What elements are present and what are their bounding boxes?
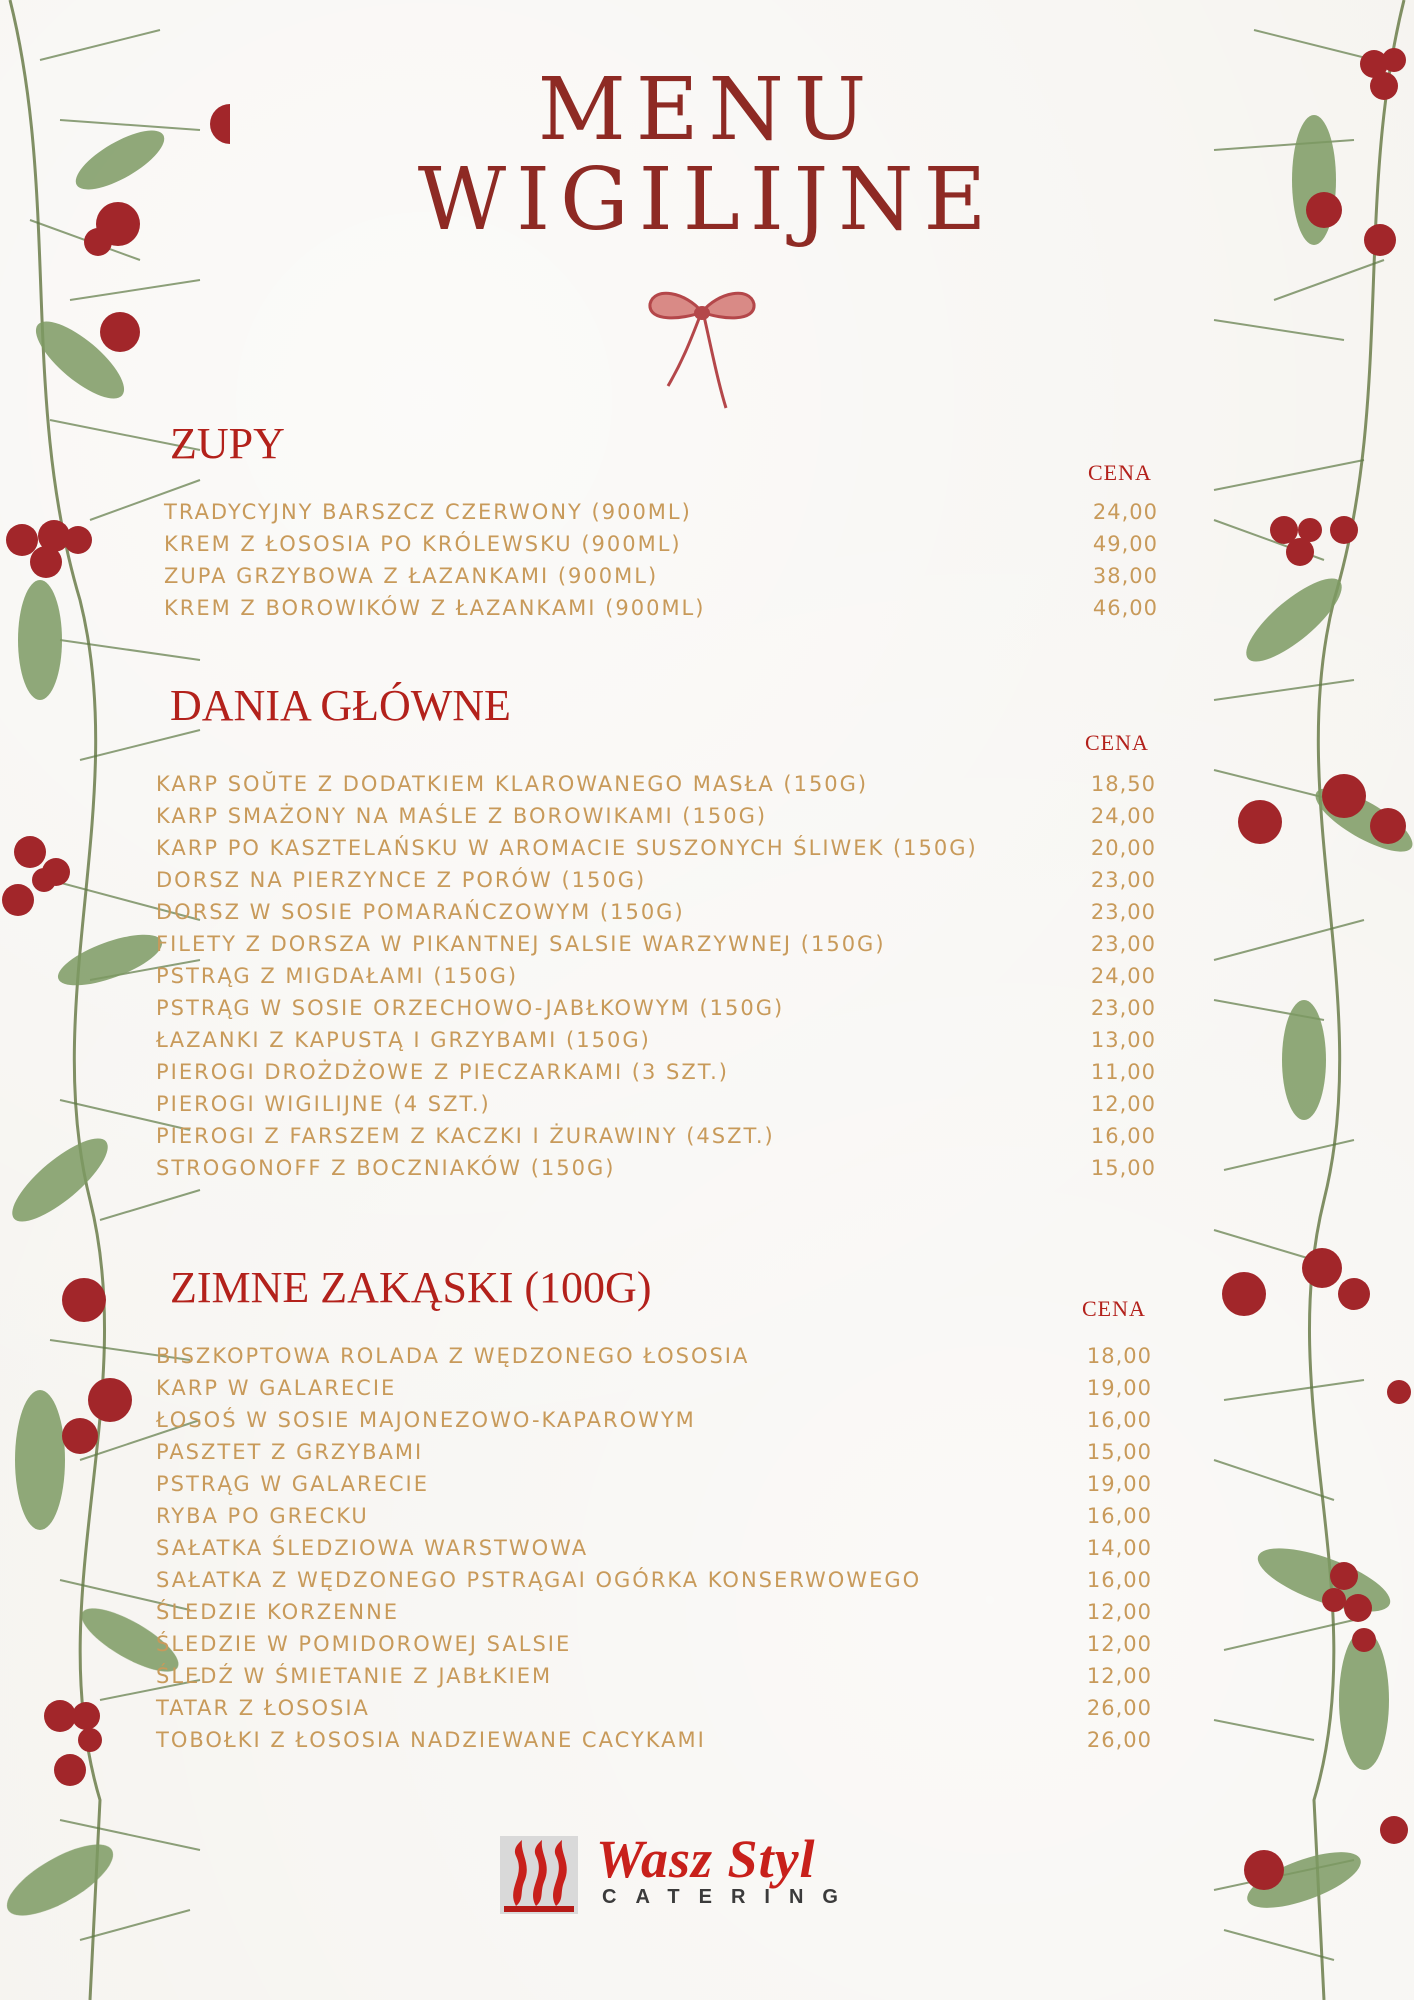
item-price: 19,00 bbox=[1086, 1472, 1152, 1496]
item-name: TATAR Z ŁOSOSIA bbox=[156, 1696, 370, 1720]
item-name: PSTRĄG W SOSIE ORZECHOWO-JABŁKOWYM (150G) bbox=[156, 996, 785, 1020]
menu-item bbox=[156, 1056, 1156, 1088]
item-price: 20,00 bbox=[1090, 836, 1156, 860]
item-price: 13,00 bbox=[1090, 1028, 1156, 1052]
item-price: 16,00 bbox=[1090, 1124, 1156, 1148]
item-name: SAŁATKA Z WĘDZONEGO PSTRĄGAI OGÓRKA KONSERWOWEGO bbox=[156, 1568, 922, 1592]
item-name: TOBOŁKI Z ŁOSOSIA NADZIEWANE CACYKAMI bbox=[156, 1728, 706, 1752]
item-name: TRADYCYJNY BARSZCZ CZERWONY (900ML) bbox=[164, 500, 692, 524]
item-name: PSTRĄG Z MIGDAŁAMI (150G) bbox=[156, 964, 519, 988]
menu-item bbox=[156, 1724, 1152, 1756]
menu-item bbox=[156, 992, 1156, 1024]
item-name: DORSZ W SOSIE POMARAŃCZOWYM (150G) bbox=[156, 900, 685, 924]
item-price: 12,00 bbox=[1086, 1664, 1152, 1688]
company-logo bbox=[500, 1829, 920, 1916]
item-name: KARP W GALARECIE bbox=[156, 1376, 397, 1400]
item-name: ŚLEDZIE KORZENNE bbox=[156, 1600, 400, 1624]
item-name: PSTRĄG W GALARECIE bbox=[156, 1472, 429, 1496]
item-price: 24,00 bbox=[1092, 500, 1158, 524]
menu-item bbox=[156, 768, 1156, 800]
menu-item bbox=[156, 1564, 1152, 1596]
item-name: ŁOSOŚ W SOSIE MAJONEZOWO-KAPAROWYM bbox=[156, 1408, 696, 1432]
brand-subtitle: CATERING bbox=[602, 1886, 857, 1908]
item-name: FILETY Z DORSZA W PIKANTNEJ SALSIE WARZYWNEJ (150G) bbox=[156, 932, 886, 956]
menu-item bbox=[164, 496, 1158, 528]
section-title-dania-glowne: DANIA GŁÓWNE bbox=[170, 681, 511, 730]
menu-item bbox=[156, 928, 1156, 960]
item-price: 12,00 bbox=[1086, 1600, 1152, 1624]
menu-item bbox=[156, 960, 1156, 992]
item-price: 16,00 bbox=[1086, 1568, 1152, 1592]
menu-item bbox=[156, 1404, 1152, 1436]
item-name: DORSZ NA PIERZYNCE Z PORÓW (150G) bbox=[156, 868, 647, 892]
menu-item bbox=[156, 864, 1156, 896]
item-name: KARP SMAŻONY NA MAŚLE Z BOROWIKAMI (150G) bbox=[156, 804, 768, 828]
menu-item bbox=[164, 528, 1158, 560]
item-price: 16,00 bbox=[1086, 1408, 1152, 1432]
item-price: 15,00 bbox=[1086, 1440, 1152, 1464]
item-name: KARP SOŬTE Z DODATKIEM KLAROWANEGO MASŁA (150G) bbox=[156, 772, 869, 796]
menu-item bbox=[156, 1500, 1152, 1532]
item-name: PIEROGI Z FARSZEM Z KACZKI I ŻURAWINY (4SZT.) bbox=[156, 1124, 775, 1148]
item-name: PIEROGI WIGILIJNE (4 SZT.) bbox=[156, 1092, 491, 1116]
item-name: ŚLEDZIE W POMIDOROWEJ SALSIE bbox=[156, 1632, 572, 1656]
item-name: BISZKOPTOWA ROLADA Z WĘDZONEGO ŁOSOSIA bbox=[156, 1344, 750, 1368]
menu-item bbox=[156, 896, 1156, 928]
item-price: 38,00 bbox=[1092, 564, 1158, 588]
item-price: 12,00 bbox=[1090, 1092, 1156, 1116]
menu-item bbox=[156, 1660, 1152, 1692]
item-name: KARP PO KASZTELAŃSKU W AROMACIE SUSZONYCH ŚLIWEK (150G) bbox=[156, 836, 978, 860]
menu-item bbox=[156, 1340, 1152, 1372]
item-price: 23,00 bbox=[1090, 868, 1156, 892]
item-price: 24,00 bbox=[1090, 804, 1156, 828]
item-price: 19,00 bbox=[1086, 1376, 1152, 1400]
item-price: 23,00 bbox=[1090, 932, 1156, 956]
item-price: 16,00 bbox=[1086, 1504, 1152, 1528]
price-header-zimne-zakaski: CENA bbox=[1082, 1296, 1146, 1321]
brand-name: Wasz Styl bbox=[596, 1829, 816, 1889]
item-price: 14,00 bbox=[1086, 1536, 1152, 1560]
menu-item bbox=[156, 1372, 1152, 1404]
item-name: PASZTET Z GRZYBAMI bbox=[156, 1440, 424, 1464]
menu-item bbox=[156, 1692, 1152, 1724]
menu-item bbox=[156, 1436, 1152, 1468]
item-name: ZUPA GRZYBOWA Z ŁAZANKAMI (900ML) bbox=[164, 564, 659, 588]
item-price: 12,00 bbox=[1086, 1632, 1152, 1656]
items-list-zupy bbox=[164, 496, 1158, 624]
menu-item bbox=[164, 592, 1158, 624]
item-name: SAŁATKA ŚLEDZIOWA WARSTWOWA bbox=[156, 1536, 589, 1560]
item-price: 26,00 bbox=[1086, 1728, 1152, 1752]
menu-item bbox=[156, 832, 1156, 864]
menu-item bbox=[164, 560, 1158, 592]
item-price: 18,50 bbox=[1090, 772, 1156, 796]
bow-icon bbox=[646, 282, 758, 412]
item-price: 24,00 bbox=[1090, 964, 1156, 988]
item-name: KREM Z BOROWIKÓW Z ŁAZANKAMI (900ML) bbox=[164, 596, 706, 620]
item-price: 15,00 bbox=[1090, 1156, 1156, 1180]
items-list-dania-glowne bbox=[156, 768, 1156, 1184]
menu-title-line2: WIGILIJNE bbox=[417, 150, 997, 250]
item-name: STROGONOFF Z BOCZNIAKÓW (150G) bbox=[156, 1156, 616, 1180]
menu-title-line1: MENU bbox=[537, 60, 877, 160]
price-header-dania-glowne: CENA bbox=[1085, 730, 1149, 755]
menu-item bbox=[156, 1152, 1156, 1184]
flame-logo-icon bbox=[500, 1836, 578, 1914]
menu-item bbox=[156, 800, 1156, 832]
menu-item bbox=[156, 1468, 1152, 1500]
menu-item bbox=[156, 1532, 1152, 1564]
item-price: 49,00 bbox=[1092, 532, 1158, 556]
item-price: 46,00 bbox=[1092, 596, 1158, 620]
item-name: ŁAZANKI Z KAPUSTĄ I GRZYBAMI (150G) bbox=[156, 1028, 651, 1052]
menu-item bbox=[156, 1596, 1152, 1628]
item-price: 23,00 bbox=[1090, 900, 1156, 924]
menu-item bbox=[156, 1088, 1156, 1120]
menu-item bbox=[156, 1628, 1152, 1660]
section-title-zimne-zakaski: ZIMNE ZAKĄSKI (100G) bbox=[170, 1263, 652, 1312]
menu-item bbox=[156, 1024, 1156, 1056]
section-title-zupy: ZUPY bbox=[170, 419, 285, 468]
item-name: PIEROGI DROŻDŻOWE Z PIECZARKAMI (3 SZT.) bbox=[156, 1060, 729, 1084]
item-price: 11,00 bbox=[1090, 1060, 1156, 1084]
item-price: 26,00 bbox=[1086, 1696, 1152, 1720]
price-header-zupy: CENA bbox=[1088, 460, 1152, 485]
item-name: RYBA PO GRECKU bbox=[156, 1504, 369, 1528]
pine-garland-right-decoration bbox=[1184, 0, 1414, 2000]
item-name: KREM Z ŁOSOSIA PO KRÓLEWSKU (900ML) bbox=[164, 532, 682, 556]
item-price: 18,00 bbox=[1086, 1344, 1152, 1368]
item-price: 23,00 bbox=[1090, 996, 1156, 1020]
item-name: ŚLEDŹ W ŚMIETANIE Z JABŁKIEM bbox=[156, 1664, 553, 1688]
items-list-zimne-zakaski bbox=[156, 1340, 1152, 1756]
menu-item bbox=[156, 1120, 1156, 1152]
